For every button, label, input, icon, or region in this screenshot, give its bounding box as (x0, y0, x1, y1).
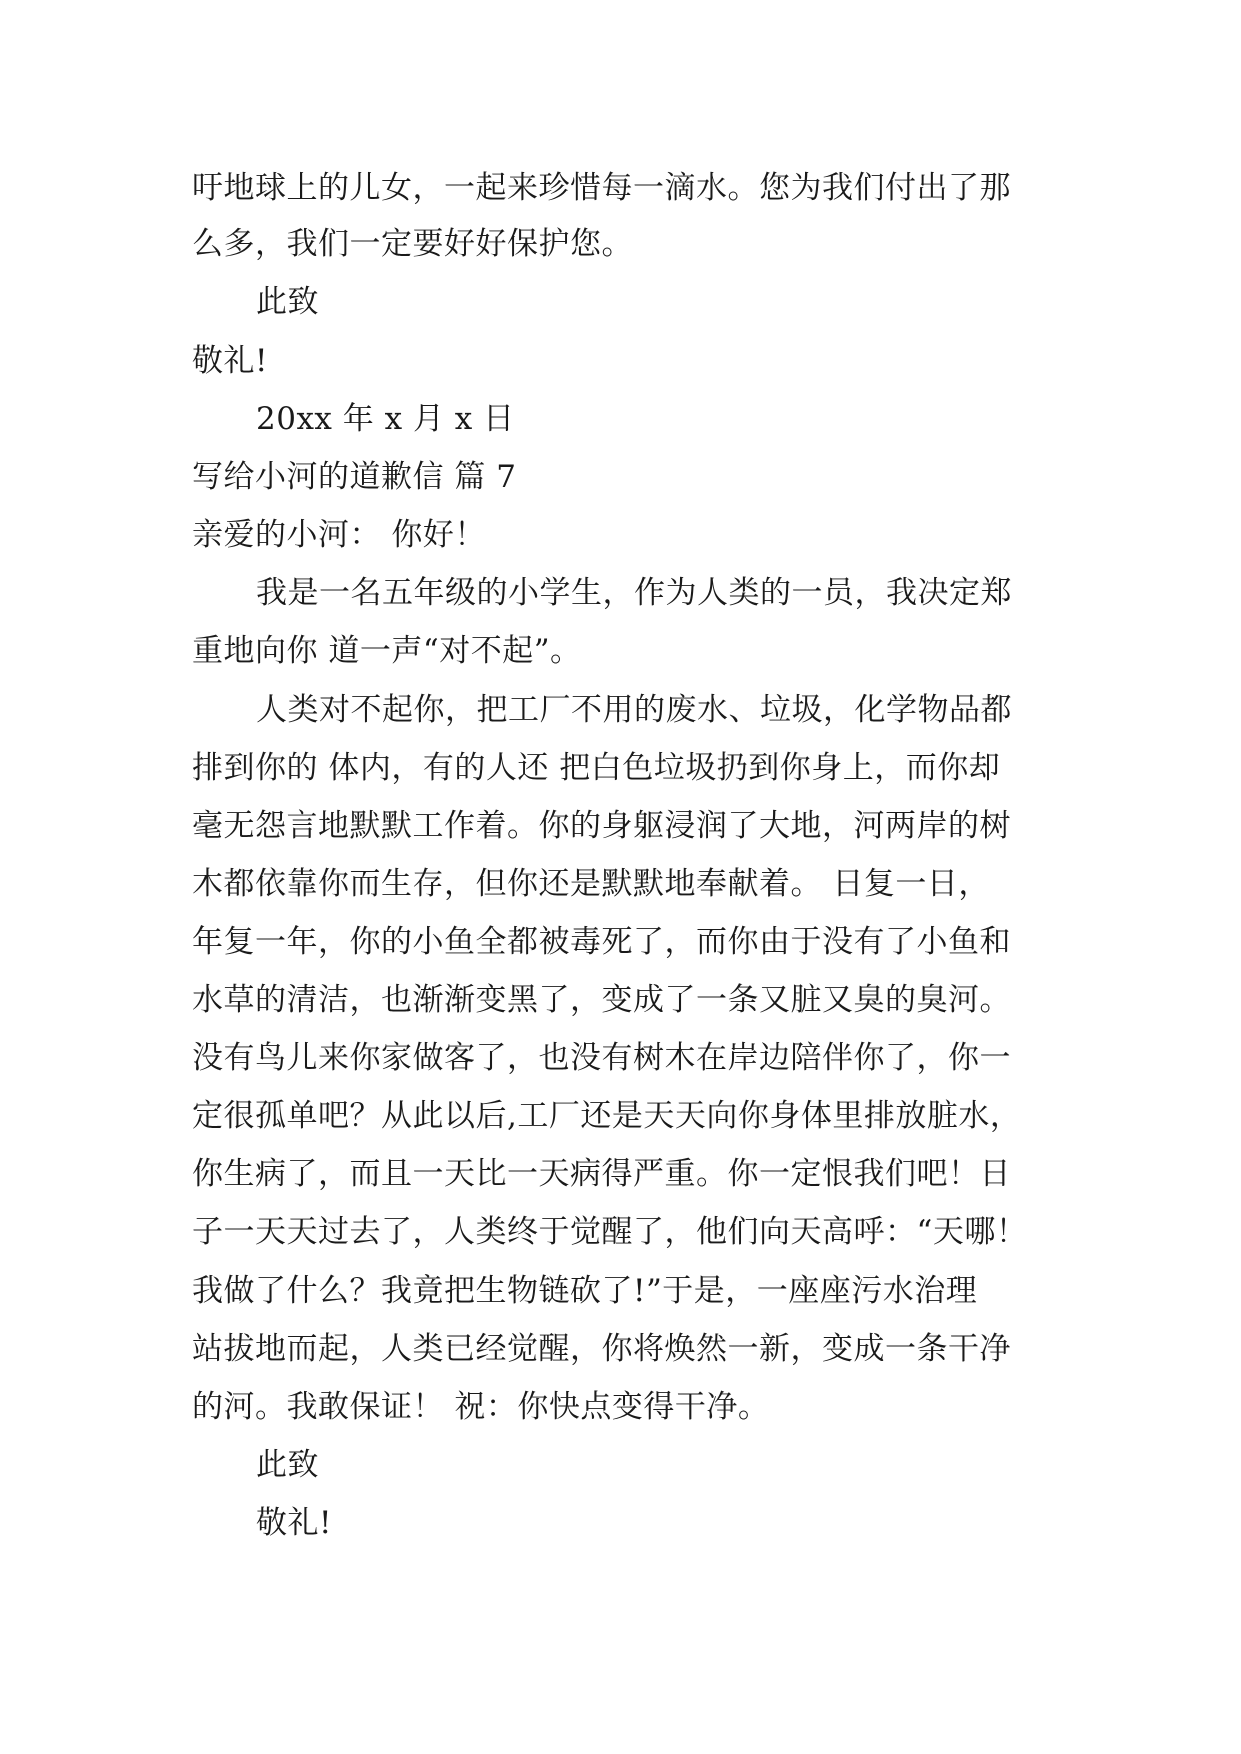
text-line: 排到你的 体内，有的人还 把白色垃圾扔到你身上，而你却 (192, 750, 1001, 786)
text-line: 毫无怨言地默默工作着。你的身躯浸润了大地，河两岸的树 (192, 808, 1011, 844)
closing-regards: 敬礼! (256, 1505, 332, 1541)
text-line: 吁地球上的儿女，一起来珍惜每一滴水。您为我们付出了那 (192, 170, 1011, 206)
text-line: 站拔地而起，人类已经觉醒，你将焕然一新，变成一条干净 (192, 1331, 1011, 1367)
text-line: 水草的清洁，也渐渐变黑了，变成了一条又脏又臭的臭河。 (192, 982, 1011, 1018)
text-line: 我做了什么？我竟把生物链砍了!”于是，一座座污水治理 (192, 1273, 978, 1309)
text-line: 定很孤单吧？从此以后,工厂还是天天向你身体里排放脏水， (192, 1098, 1022, 1134)
text-line: 木都依靠你而生存，但你还是默默地奉献着。 日复一日， (192, 866, 990, 902)
text-line: 年复一年，你的小鱼全都被毒死了，而你由于没有了小鱼和 (192, 924, 1011, 960)
closing-regards: 敬礼! (192, 343, 268, 379)
text-line: 人类对不起你，把工厂不用的废水、垃圾，化学物品都 (256, 692, 1012, 728)
letter-greeting: 亲爱的小河： 你好！ (192, 517, 486, 553)
text-line: 我是一名五年级的小学生，作为人类的一员，我决定郑 (256, 575, 1012, 611)
section-title: 写给小河的道歉信 篇 7 (192, 459, 517, 495)
text-line: 的河。我敢保证！ 祝：你快点变得干净。 (192, 1389, 770, 1425)
closing-salutation: 此致 (256, 1447, 319, 1483)
text-line: 你生病了，而且一天比一天病得严重。你一定恨我们吧！日 (192, 1156, 1011, 1192)
text-line: 重地向你 道一声“对不起”。 (192, 633, 582, 669)
letter-date: 20xx 年 x 月 x 日 (256, 401, 515, 437)
closing-salutation: 此致 (256, 284, 319, 320)
text-line: 子一天天过去了，人类终于觉醒了，他们向天高呼：“天哪！ (192, 1214, 1028, 1250)
text-line: 么多，我们一定要好好保护您。 (192, 226, 633, 262)
text-line: 没有鸟儿来你家做客了，也没有树木在岸边陪伴你了，你一 (192, 1040, 1011, 1076)
